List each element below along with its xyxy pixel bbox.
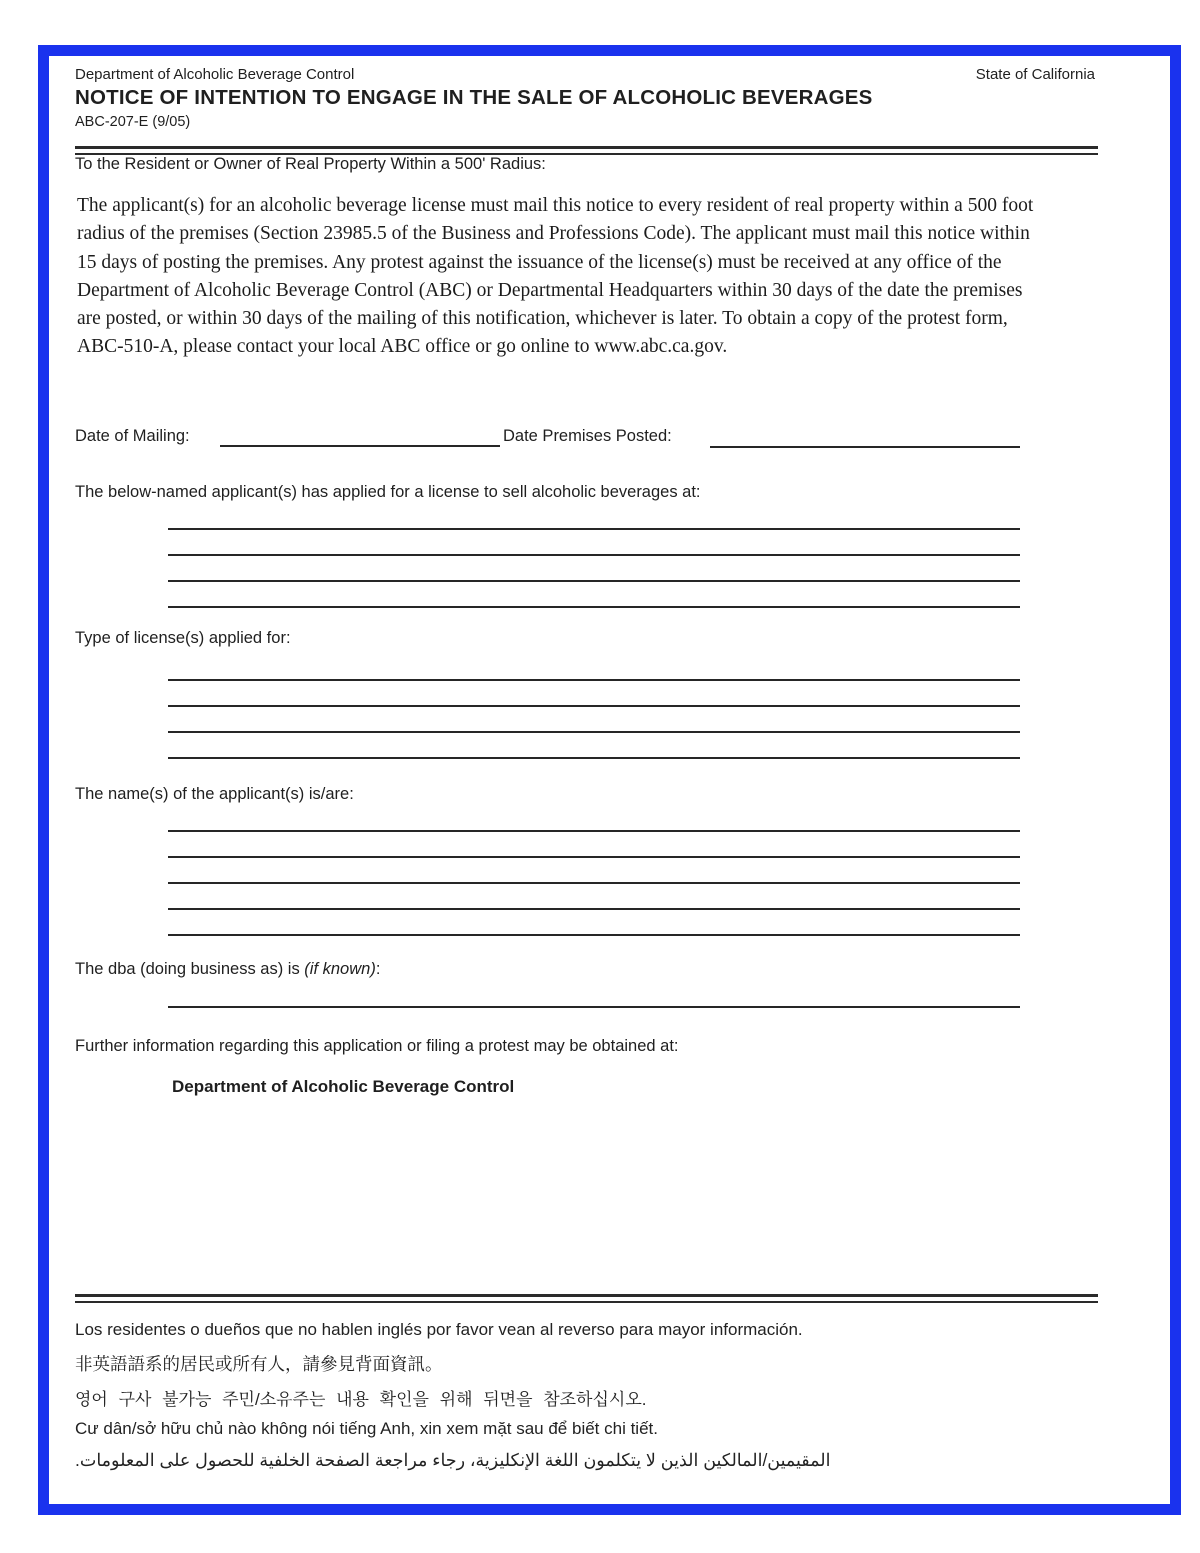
translation-chinese: 非英語語系的居民或所有人，請參見背面資訊。: [75, 1354, 443, 1374]
translation-korean: 영어 구사 불가능 주민/소유주는 내용 확인을 위해 뒤면을 참조하십시오.: [75, 1390, 647, 1409]
form-number: ABC-207-E (9/05): [75, 114, 191, 130]
dba-label-text: The dba (doing business as) is: [75, 960, 305, 978]
header-state: State of California: [975, 66, 1095, 83]
license-type-fill-line[interactable]: [168, 679, 1020, 681]
applicant-names-fill-line[interactable]: [168, 856, 1020, 858]
date-premises-posted-fill-line[interactable]: [710, 446, 1020, 448]
dba-fill-line[interactable]: [168, 1006, 1020, 1008]
form-title: NOTICE OF INTENTION TO ENGAGE IN THE SALE OF ALCOHOLIC BEVERAGES: [75, 86, 873, 109]
premises-address-fill-line[interactable]: [168, 580, 1020, 582]
applicant-names-fill-line[interactable]: [168, 830, 1020, 832]
license-type-label: Type of license(s) applied for:: [75, 629, 291, 647]
license-type-fill-line[interactable]: [168, 757, 1020, 759]
translation-vietnamese: Cư dân/sở hữu chủ nào không nói tiếng Anh, xin xem mặt sau để biết chi tiết.: [75, 1419, 658, 1438]
premises-address-fill-line[interactable]: [168, 606, 1020, 608]
dba-label-if-known: (if known): [304, 960, 376, 978]
dba-label: [75, 960, 380, 979]
further-info-office-name: Department of Alcoholic Beverage Control: [172, 1077, 515, 1096]
salutation: To the Resident or Owner of Real Property Within a 500' Radius:: [75, 155, 546, 173]
dba-label-colon: :: [375, 960, 381, 978]
translation-spanish: Los residentes o dueños que no hablen inglés por favor vean al reverso para mayor información.: [75, 1320, 803, 1339]
applicant-names-fill-line[interactable]: [168, 908, 1020, 910]
date-premises-posted-label: Date Premises Posted:: [503, 427, 672, 445]
header-separator-rule: [75, 146, 1098, 155]
premises-address-fill-line[interactable]: [168, 554, 1020, 556]
license-type-fill-line[interactable]: [168, 705, 1020, 707]
header-agency: Department of Alcoholic Beverage Control: [75, 66, 355, 83]
applicant-names-label: The name(s) of the applicant(s) is/are:: [75, 785, 354, 803]
applicant-names-fill-line[interactable]: [168, 934, 1020, 936]
translation-arabic: المقيمين/المالكين الذين لا يتكلمون اللغة الإنكليزية، رجاء مراجعة الصفحة الخلفية للحصول على المعلومات.: [75, 1450, 831, 1470]
date-of-mailing-fill-line[interactable]: [220, 445, 500, 447]
premises-address-label: The below-named applicant(s) has applied for a license to sell alcoholic beverages at:: [75, 483, 701, 501]
notice-paragraph: The applicant(s) for an alcoholic beverage license must mail this notice to every resident of real property within a 500 foot radius of the premises (Section 23985.5 of the Business and Professions Code). The applicant must mail this notice within 15 days of posting the premises. Any protest against the issuance of the license(s) must be received at any office of the Department of Alcoholic Beverage Control (ABC) or Departmental Headquarters within 30 days of the date the premises are posted, or within 30 days of the mailing of this notification, whichever is later. To obtain a copy of the protest form, ABC-510-A, please contact your local ABC office or go online to www.abc.ca.gov.: [77, 195, 1034, 358]
premises-address-fill-line[interactable]: [168, 528, 1020, 530]
date-of-mailing-label: Date of Mailing:: [75, 427, 190, 445]
footer-separator-rule: [75, 1294, 1098, 1303]
applicant-names-fill-line[interactable]: [168, 882, 1020, 884]
license-type-fill-line[interactable]: [168, 731, 1020, 733]
further-info-label: Further information regarding this application or filing a protest may be obtained at:: [75, 1037, 679, 1055]
